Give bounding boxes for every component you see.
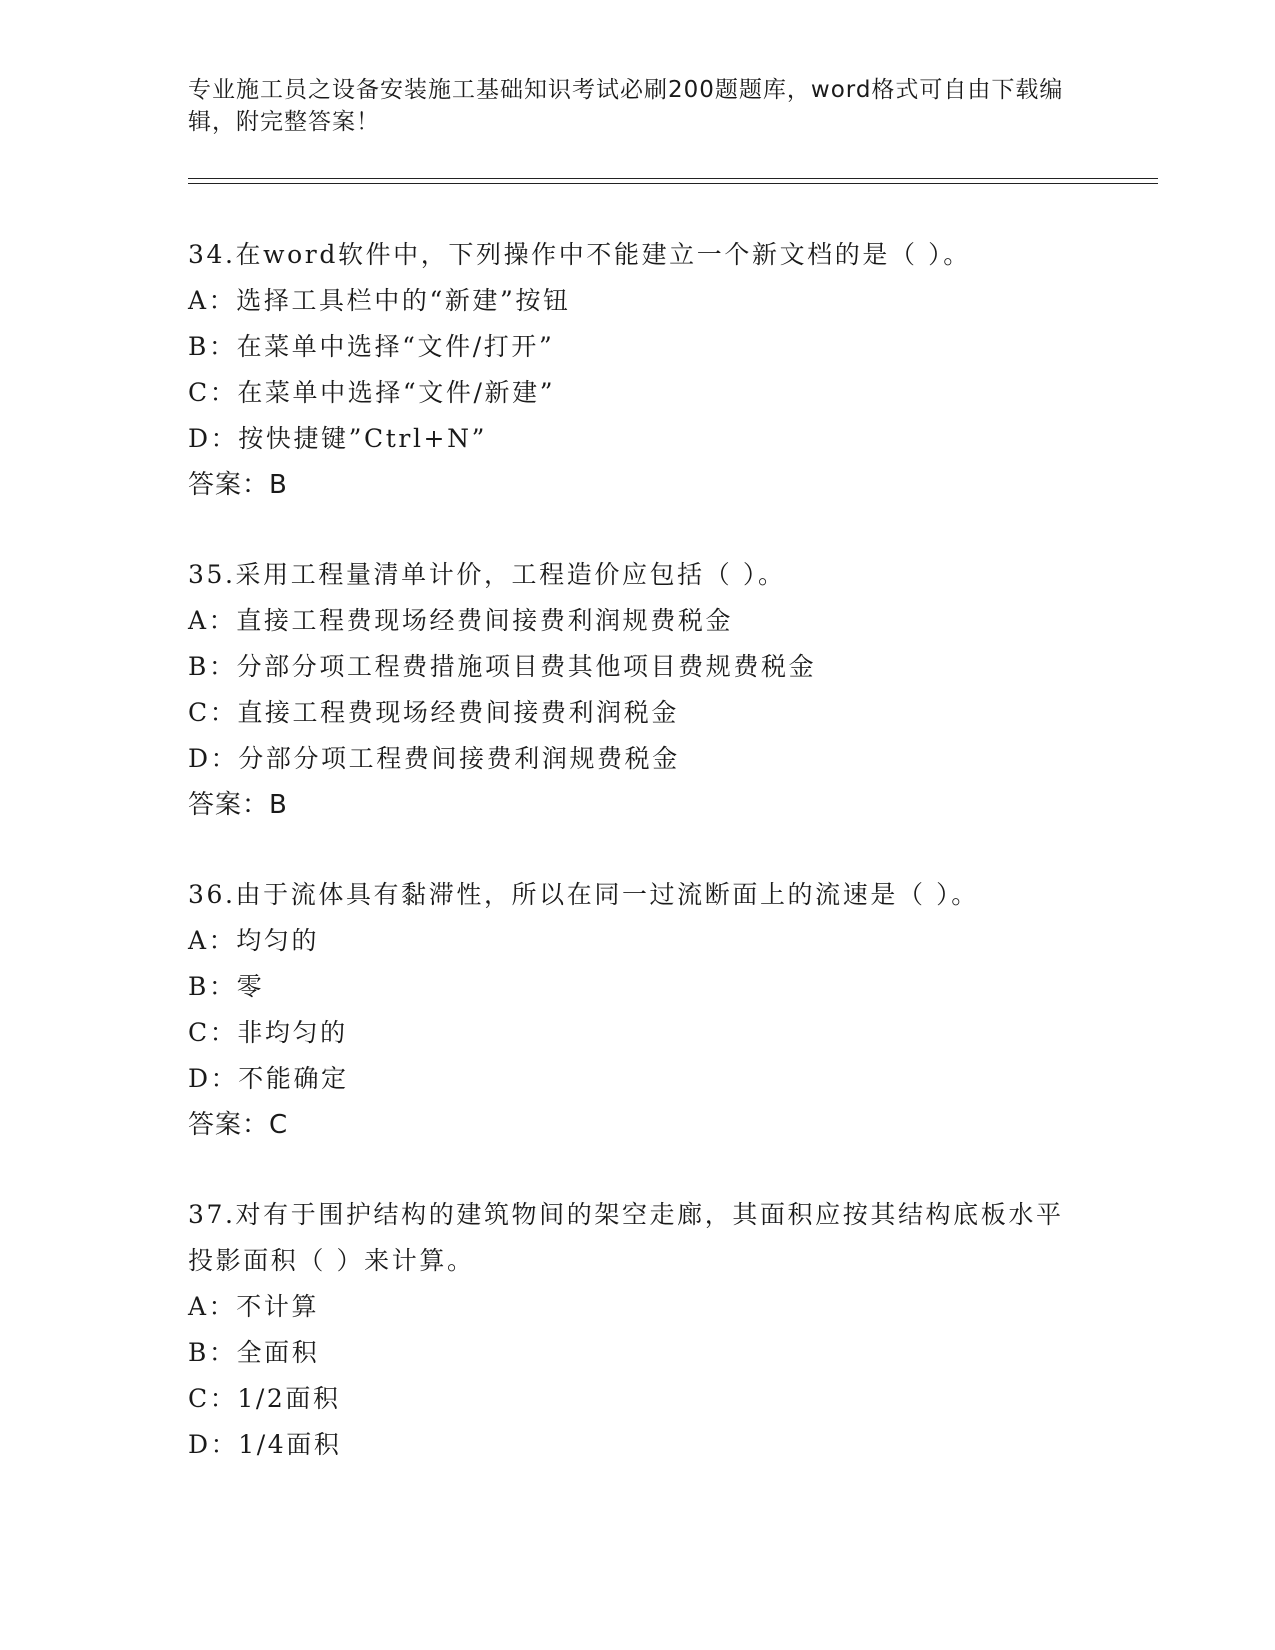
option-a: A：不计算: [188, 1292, 320, 1321]
answer: 答案：C: [188, 1110, 289, 1140]
question-text: 37.对有于围护结构的建筑物间的架空走廊，其面积应按其结构底板水平投影面积（ ）来计算。: [188, 1200, 1064, 1275]
option-c: C：直接工程费现场经费间接费利润税金: [188, 698, 679, 727]
option-b: B：分部分项工程费措施项目费其他项目费规费税金: [188, 652, 817, 681]
answer: 答案：B: [188, 470, 288, 500]
option-d: D：按快捷键”Ctrl+N”: [188, 424, 487, 453]
option-d: D：分部分项工程费间接费利润规费税金: [188, 744, 680, 773]
header-divider-top: [188, 178, 1158, 179]
question-35: [188, 552, 1088, 828]
header-divider-bottom: [188, 183, 1158, 184]
question-34: [188, 232, 1088, 508]
question-text: 36.由于流体具有黏滞性，所以在同一过流断面上的流速是（ ）。: [188, 880, 979, 909]
answer: 答案：B: [188, 790, 288, 820]
option-c: C：1/2面积: [188, 1384, 341, 1413]
question-36: [188, 872, 1088, 1148]
question-37: [188, 1192, 1088, 1468]
option-c: C：在菜单中选择“文件/新建”: [188, 378, 556, 407]
option-a: A：均匀的: [188, 926, 320, 955]
question-text: 35.采用工程量清单计价，工程造价应包括（ ）。: [188, 560, 786, 589]
option-b: B：全面积: [188, 1338, 320, 1367]
option-d: D：不能确定: [188, 1064, 349, 1093]
option-b: B：在菜单中选择“文件/打开”: [188, 332, 555, 361]
question-text: 34.在word软件中，下列操作中不能建立一个新文档的是（ ）。: [188, 240, 971, 269]
option-a: A：选择工具栏中的“新建”按钮: [188, 286, 571, 315]
option-b: B：零: [188, 972, 265, 1001]
option-c: C：非均匀的: [188, 1018, 348, 1047]
option-d: D：1/4面积: [188, 1430, 342, 1459]
document-header: 专业施工员之设备安装施工基础知识考试必刷200题题库，word格式可自由下载编辑，附完整答案！: [188, 77, 1064, 135]
option-a: A：直接工程费现场经费间接费利润规费税金: [188, 606, 734, 635]
